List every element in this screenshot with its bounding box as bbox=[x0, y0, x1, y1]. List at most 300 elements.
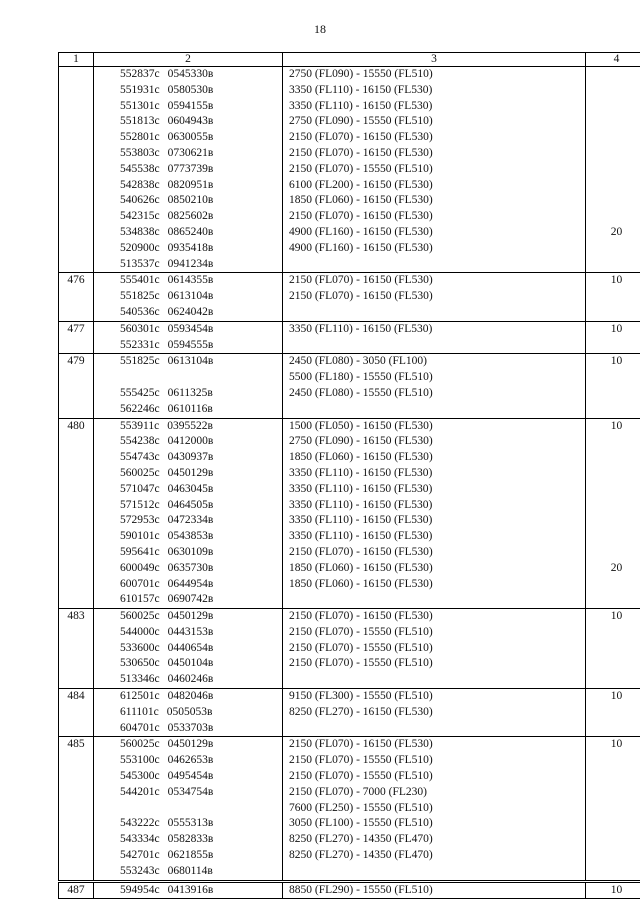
altitude-range: 1850 (FL060) - 16150 (FL530) bbox=[289, 451, 433, 464]
latitude: 545538с bbox=[120, 162, 160, 175]
altitude-cell bbox=[283, 418, 586, 609]
value-text: 10 bbox=[610, 322, 623, 335]
coordinate-line bbox=[120, 785, 278, 801]
group-number bbox=[59, 609, 94, 689]
latitude: 610157с bbox=[120, 593, 160, 606]
column-header: 2 bbox=[94, 53, 283, 67]
latitude: 534838с bbox=[120, 225, 160, 238]
latitude: 555425с bbox=[120, 386, 160, 399]
altitude-range: 9150 (FL300) - 15550 (FL510) bbox=[289, 690, 433, 703]
column-header: 1 bbox=[59, 53, 94, 67]
latitude: 604701с bbox=[120, 721, 160, 734]
coordinate-line bbox=[120, 545, 278, 561]
altitude-range: 1500 (FL050) - 16150 (FL530) bbox=[289, 419, 433, 432]
latitude: 552801с bbox=[120, 131, 160, 144]
altitude-range: 3050 (FL100) - 15550 (FL510) bbox=[289, 817, 433, 830]
value-text bbox=[590, 257, 640, 273]
coordinate-line bbox=[120, 146, 278, 162]
value-cell bbox=[586, 881, 640, 899]
table-row bbox=[59, 67, 640, 273]
altitude-range: 2150 (FL070) - 16150 (FL530) bbox=[289, 146, 433, 159]
altitude-range: 3350 (FL110) - 16150 (FL530) bbox=[289, 514, 433, 527]
longitude: 0820951в bbox=[167, 178, 214, 191]
altitude-range: 2150 (FL070) - 16150 (FL530) bbox=[289, 545, 433, 558]
coordinate-line bbox=[120, 209, 278, 225]
value-text bbox=[590, 785, 640, 801]
altitude-range: 7600 (FL250) - 15550 (FL510) bbox=[289, 801, 433, 814]
coordinate-line bbox=[120, 529, 278, 545]
latitude: 571512с bbox=[120, 498, 160, 511]
latitude: 551301с bbox=[120, 99, 160, 112]
altitude-range: 1850 (FL060) - 16150 (FL530) bbox=[289, 194, 433, 207]
group-number bbox=[59, 354, 94, 418]
value-text bbox=[590, 114, 640, 130]
coordinate-line bbox=[120, 273, 278, 289]
latitude: 571047с bbox=[120, 482, 160, 495]
latitude: 551825с bbox=[120, 290, 160, 303]
coordinate-line bbox=[120, 816, 278, 832]
latitude: 611101с bbox=[120, 705, 159, 718]
group-number bbox=[59, 881, 94, 899]
value-text bbox=[590, 672, 640, 688]
coordinate-line bbox=[120, 864, 278, 880]
altitude-range bbox=[289, 592, 581, 608]
coordinate-line bbox=[120, 434, 278, 450]
altitude-range bbox=[289, 402, 581, 418]
coordinate-line bbox=[120, 641, 278, 657]
table-row bbox=[59, 881, 640, 899]
longitude: 0580530в bbox=[167, 83, 214, 96]
value-text bbox=[590, 705, 640, 721]
value-text bbox=[590, 434, 640, 450]
value-cell bbox=[586, 273, 640, 321]
latitude: 594954с bbox=[120, 883, 160, 896]
value-cell bbox=[586, 609, 640, 689]
latitude: 544000с bbox=[120, 625, 160, 638]
longitude: 0630109в bbox=[167, 545, 214, 558]
longitude: 0543853в bbox=[167, 530, 214, 543]
group-number-text: 485 bbox=[67, 738, 85, 751]
value-text bbox=[590, 816, 640, 832]
value-text bbox=[590, 625, 640, 641]
longitude: 0412000в bbox=[167, 435, 214, 448]
coordinate-line bbox=[120, 162, 278, 178]
latitude: 551813с bbox=[120, 115, 160, 128]
table-row bbox=[59, 354, 640, 418]
coordinates-cell bbox=[94, 67, 283, 273]
altitude-cell bbox=[283, 354, 586, 418]
group-number-text: 476 bbox=[67, 274, 85, 287]
group-number bbox=[59, 273, 94, 321]
latitude: 542315с bbox=[120, 210, 160, 223]
value-text bbox=[590, 721, 640, 737]
value-text: 10 bbox=[610, 355, 623, 368]
value-text bbox=[590, 241, 640, 257]
altitude-cell bbox=[283, 67, 586, 273]
coordinate-line bbox=[120, 67, 278, 83]
table-row bbox=[59, 321, 640, 354]
longitude: 0555313в bbox=[167, 817, 214, 830]
longitude: 0635730в bbox=[167, 561, 214, 574]
coordinate-line bbox=[120, 577, 278, 593]
altitude-range: 3350 (FL110) - 16150 (FL530) bbox=[289, 530, 433, 543]
altitude-cell bbox=[283, 609, 586, 689]
altitude-range: 8250 (FL270) - 16150 (FL530) bbox=[289, 705, 433, 718]
value-text bbox=[590, 592, 640, 608]
coordinate-line bbox=[120, 257, 278, 273]
longitude: 0630055в bbox=[167, 131, 214, 144]
altitude-range bbox=[289, 672, 581, 688]
latitude: 542838с bbox=[120, 178, 160, 191]
coordinates-cell bbox=[94, 418, 283, 609]
coordinate-line bbox=[120, 769, 278, 785]
altitude-range: 4900 (FL160) - 16150 (FL530) bbox=[289, 225, 433, 238]
page-number: 18 bbox=[314, 22, 326, 36]
coordinate-line bbox=[120, 193, 278, 209]
altitude-range: 2750 (FL090) - 15550 (FL510) bbox=[289, 68, 433, 80]
altitude-range bbox=[289, 338, 581, 354]
latitude: 552837с bbox=[120, 68, 160, 80]
coordinate-line bbox=[120, 753, 278, 769]
group-number bbox=[59, 418, 94, 609]
longitude: 0773739в bbox=[167, 162, 214, 175]
longitude: 0614355в bbox=[167, 274, 214, 287]
coordinates-cell bbox=[94, 321, 283, 354]
longitude: 0395522в bbox=[167, 419, 213, 432]
longitude: 0533703в bbox=[167, 721, 214, 734]
longitude: 0450129в bbox=[167, 610, 214, 623]
coordinate-line bbox=[120, 354, 278, 370]
value-cell bbox=[586, 354, 640, 418]
value-cell bbox=[586, 67, 640, 273]
longitude: 0594155в bbox=[167, 99, 214, 112]
value-text bbox=[590, 67, 640, 83]
table-row bbox=[59, 737, 640, 881]
value-text bbox=[590, 656, 640, 672]
latitude: 540626с bbox=[120, 194, 160, 207]
coordinate-line bbox=[120, 801, 278, 817]
group-number-text: 483 bbox=[67, 610, 85, 623]
altitude-range: 1850 (FL060) - 16150 (FL530) bbox=[289, 561, 433, 574]
coordinates-cell bbox=[94, 609, 283, 689]
latitude: 560025с bbox=[120, 466, 160, 479]
longitude: 0440654в bbox=[167, 641, 214, 654]
value-cell bbox=[586, 321, 640, 354]
latitude: 545300с bbox=[120, 770, 160, 783]
group-number bbox=[59, 689, 94, 737]
latitude: 552331с bbox=[120, 338, 160, 351]
altitude-range: 3350 (FL110) - 16150 (FL530) bbox=[289, 83, 433, 96]
coordinate-line bbox=[120, 609, 278, 625]
latitude: 553803с bbox=[120, 146, 160, 159]
coordinate-line bbox=[120, 225, 278, 241]
latitude: 551931с bbox=[120, 83, 160, 96]
altitude-range: 2450 (FL080) - 15550 (FL510) bbox=[289, 386, 433, 399]
table-row bbox=[59, 689, 640, 737]
longitude: 0613104в bbox=[167, 290, 214, 303]
coordinate-line bbox=[120, 289, 278, 305]
group-number-text: 480 bbox=[67, 419, 85, 432]
value-text bbox=[590, 178, 640, 194]
coordinate-line bbox=[120, 419, 278, 435]
value-text bbox=[590, 83, 640, 99]
value-text: 10 bbox=[610, 690, 623, 703]
altitude-range: 8850 (FL290) - 15550 (FL510) bbox=[289, 883, 433, 896]
longitude: 0690742в bbox=[167, 593, 214, 606]
latitude: 600701с bbox=[120, 577, 160, 590]
value-text bbox=[590, 162, 640, 178]
coordinate-line bbox=[120, 672, 278, 688]
coordinate-line bbox=[120, 513, 278, 529]
longitude: 0430937в bbox=[167, 451, 214, 464]
altitude-range bbox=[289, 864, 581, 880]
altitude-range: 8250 (FL270) - 14350 (FL470) bbox=[289, 849, 433, 862]
coordinate-line bbox=[120, 737, 278, 753]
longitude: 0730621в bbox=[167, 146, 214, 159]
coordinates-cell bbox=[94, 737, 283, 881]
latitude: 513346с bbox=[120, 673, 160, 686]
coordinate-line bbox=[120, 656, 278, 672]
latitude: 562246с bbox=[120, 402, 160, 415]
altitude-range: 2150 (FL070) - 16150 (FL530) bbox=[289, 131, 433, 144]
altitude-range: 8250 (FL270) - 14350 (FL470) bbox=[289, 833, 433, 846]
altitude-cell bbox=[283, 689, 586, 737]
coordinates-cell bbox=[94, 273, 283, 321]
value-text bbox=[590, 193, 640, 209]
value-text bbox=[590, 801, 640, 817]
table-row bbox=[59, 418, 640, 609]
longitude: 0604943в bbox=[167, 115, 214, 128]
value-text bbox=[590, 513, 640, 529]
coordinate-line bbox=[120, 561, 278, 577]
value-text bbox=[590, 498, 640, 514]
table-row bbox=[59, 273, 640, 321]
latitude: 560025с bbox=[120, 738, 160, 751]
altitude-range: 2150 (FL070) - 16150 (FL530) bbox=[289, 274, 433, 287]
longitude: 0680114в bbox=[167, 864, 213, 877]
group-number-text: 484 bbox=[67, 690, 85, 703]
value-text: 10 bbox=[610, 883, 623, 896]
altitude-range: 3350 (FL110) - 16150 (FL530) bbox=[289, 322, 433, 335]
coordinate-line bbox=[120, 498, 278, 514]
longitude: 0463045в bbox=[167, 482, 214, 495]
altitude-range bbox=[289, 305, 581, 321]
longitude: 0850210в bbox=[167, 194, 214, 207]
value-text bbox=[590, 482, 640, 498]
longitude: 0464505в bbox=[167, 498, 214, 511]
value-text bbox=[590, 450, 640, 466]
value-text bbox=[590, 146, 640, 162]
altitude-range: 2150 (FL070) - 7000 (FL230) bbox=[289, 785, 427, 798]
value-text bbox=[590, 545, 640, 561]
altitude-cell bbox=[283, 737, 586, 881]
altitude-range: 3350 (FL110) - 16150 (FL530) bbox=[289, 99, 433, 112]
longitude: 0505053в bbox=[166, 705, 213, 718]
altitude-range bbox=[289, 257, 581, 273]
latitude: 530650с bbox=[120, 657, 160, 670]
value-cell bbox=[586, 689, 640, 737]
longitude: 0482046в bbox=[167, 690, 214, 703]
coordinates-cell bbox=[94, 354, 283, 418]
group-number-text: 479 bbox=[67, 355, 85, 368]
latitude: 554238с bbox=[120, 435, 160, 448]
value-cell bbox=[586, 418, 640, 609]
longitude: 0624042в bbox=[167, 305, 214, 318]
latitude: 595641с bbox=[120, 545, 160, 558]
value-text bbox=[590, 577, 640, 593]
coordinate-line bbox=[120, 83, 278, 99]
longitude: 0495454в bbox=[167, 770, 214, 783]
altitude-range: 6100 (FL200) - 16150 (FL530) bbox=[289, 178, 433, 191]
coordinate-line bbox=[120, 705, 278, 721]
value-cell bbox=[586, 737, 640, 881]
altitude-range: 2150 (FL070) - 16150 (FL530) bbox=[289, 210, 433, 223]
value-text bbox=[590, 338, 640, 354]
table-header-row bbox=[59, 53, 640, 67]
altitude-range: 5500 (FL180) - 15550 (FL510) bbox=[289, 371, 433, 384]
group-number-text bbox=[63, 67, 89, 83]
longitude: 0472334в bbox=[167, 514, 214, 527]
latitude: 544201с bbox=[120, 785, 160, 798]
longitude: 0413916в bbox=[167, 883, 214, 896]
longitude: 0594555в bbox=[167, 338, 214, 351]
value-text bbox=[590, 529, 640, 545]
coordinate-line bbox=[120, 305, 278, 321]
altitude-range: 2150 (FL070) - 16150 (FL530) bbox=[289, 290, 433, 303]
coordinate-line bbox=[120, 241, 278, 257]
longitude: 0462653в bbox=[167, 754, 214, 767]
value-text bbox=[590, 832, 640, 848]
value-text bbox=[590, 769, 640, 785]
coordinate-line bbox=[120, 114, 278, 130]
longitude: 0825602в bbox=[167, 210, 214, 223]
altitude-cell bbox=[283, 321, 586, 354]
value-text bbox=[590, 402, 640, 418]
altitude-range: 2750 (FL090) - 15550 (FL510) bbox=[289, 115, 433, 128]
latitude: 590101с bbox=[120, 530, 160, 543]
value-text: 10 bbox=[610, 274, 623, 287]
latitude: 612501с bbox=[120, 690, 160, 703]
value-text bbox=[590, 466, 640, 482]
value-text bbox=[590, 289, 640, 305]
altitude-range: 2150 (FL070) - 15550 (FL510) bbox=[289, 770, 433, 783]
longitude: 0611325в bbox=[167, 386, 213, 399]
altitude-range: 3350 (FL110) - 16150 (FL530) bbox=[289, 498, 433, 511]
table-row bbox=[59, 609, 640, 689]
latitude: 520900с bbox=[120, 241, 160, 254]
altitude-range: 2150 (FL070) - 15550 (FL510) bbox=[289, 657, 433, 670]
altitude-range: 4900 (FL160) - 16150 (FL530) bbox=[289, 241, 433, 254]
value-text bbox=[590, 864, 640, 880]
column-header: 3 bbox=[283, 53, 586, 67]
latitude: 543334с bbox=[120, 833, 160, 846]
coordinate-line bbox=[120, 832, 278, 848]
airspace-table bbox=[58, 52, 640, 899]
group-number bbox=[59, 321, 94, 354]
latitude: 542701с bbox=[120, 849, 160, 862]
coordinates-cell bbox=[94, 881, 283, 899]
altitude-cell bbox=[283, 273, 586, 321]
longitude: 0593454в bbox=[167, 322, 214, 335]
longitude: 0644954в bbox=[167, 577, 214, 590]
longitude: 0545330в bbox=[167, 68, 214, 80]
latitude: 540536с bbox=[120, 305, 160, 318]
altitude-range: 3350 (FL110) - 16150 (FL530) bbox=[289, 482, 433, 495]
longitude: 0621855в bbox=[167, 849, 214, 862]
coordinate-line bbox=[120, 178, 278, 194]
coordinate-line bbox=[120, 402, 278, 418]
altitude-range: 2150 (FL070) - 16150 (FL530) bbox=[289, 738, 433, 751]
group-number bbox=[59, 737, 94, 881]
coordinate-line bbox=[120, 386, 278, 402]
group-number-text: 487 bbox=[67, 883, 85, 896]
altitude-range: 2150 (FL070) - 15550 (FL510) bbox=[289, 641, 433, 654]
longitude: 0450129в bbox=[167, 466, 214, 479]
coordinate-line bbox=[120, 322, 278, 338]
coordinate-line bbox=[120, 482, 278, 498]
latitude: 560301с bbox=[120, 322, 160, 335]
latitude: 600049с bbox=[120, 561, 160, 574]
coordinates-cell bbox=[94, 689, 283, 737]
value-text: 10 bbox=[610, 610, 623, 623]
coordinate-line bbox=[120, 450, 278, 466]
coordinate-line bbox=[120, 625, 278, 641]
value-text bbox=[590, 370, 640, 386]
latitude: 551825с bbox=[120, 355, 160, 368]
longitude: 0450104в bbox=[167, 657, 214, 670]
altitude-range: 3350 (FL110) - 16150 (FL530) bbox=[289, 466, 433, 479]
longitude: 0935418в bbox=[167, 241, 214, 254]
altitude-range: 2450 (FL080) - 3050 (FL100) bbox=[289, 355, 427, 368]
altitude-range: 2150 (FL070) - 15550 (FL510) bbox=[289, 162, 433, 175]
altitude-range: 2150 (FL070) - 16150 (FL530) bbox=[289, 610, 433, 623]
longitude: 0534754в bbox=[167, 785, 214, 798]
longitude: 0460246в bbox=[167, 673, 214, 686]
value-text bbox=[590, 99, 640, 115]
column-header: 4 bbox=[586, 53, 640, 67]
group-number bbox=[59, 67, 94, 273]
value-text bbox=[590, 209, 640, 225]
value-text bbox=[590, 848, 640, 864]
coordinate-line bbox=[120, 689, 278, 705]
value-text: 20 bbox=[610, 561, 623, 574]
longitude: 0450129в bbox=[167, 738, 214, 751]
coordinate-line bbox=[120, 338, 278, 354]
coordinate-line bbox=[120, 592, 278, 608]
value-text: 20 bbox=[610, 225, 623, 238]
value-text bbox=[590, 305, 640, 321]
latitude: 554743с bbox=[120, 451, 160, 464]
value-text bbox=[590, 753, 640, 769]
latitude: 553243с bbox=[120, 864, 160, 877]
coordinate-line bbox=[120, 721, 278, 737]
altitude-range: 1850 (FL060) - 16150 (FL530) bbox=[289, 577, 433, 590]
longitude: 0582833в bbox=[167, 833, 214, 846]
longitude: 0610116в bbox=[167, 402, 213, 415]
longitude: 0941234в bbox=[167, 257, 214, 270]
latitude: 553911с bbox=[120, 419, 160, 432]
altitude-range: 2750 (FL090) - 16150 (FL530) bbox=[289, 435, 433, 448]
coordinate-line bbox=[120, 370, 278, 386]
value-text bbox=[590, 130, 640, 146]
value-text bbox=[590, 386, 640, 402]
coordinate-line bbox=[120, 848, 278, 864]
altitude-cell bbox=[283, 881, 586, 899]
coordinate-line bbox=[120, 99, 278, 115]
coordinate-line bbox=[120, 883, 278, 899]
value-text: 10 bbox=[610, 738, 623, 751]
longitude: 0865240в bbox=[167, 225, 214, 238]
